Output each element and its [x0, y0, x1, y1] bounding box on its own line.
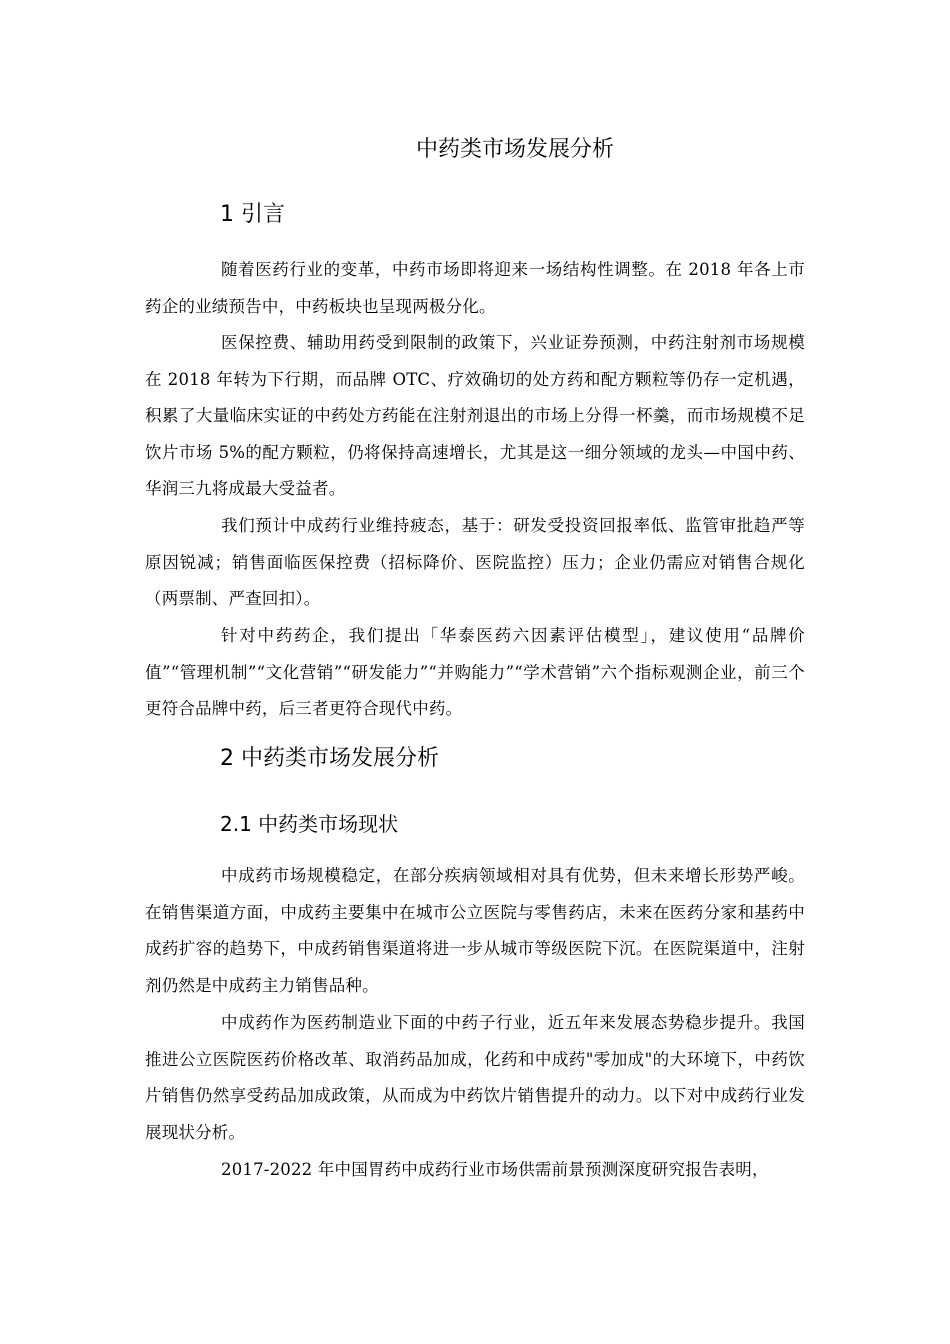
paragraph: 随着医药行业的变革，中药市场即将迎来一场结构性调整。在 2018 年各上市药企的业绩预告中，中药板块也呈现两极分化。 — [145, 260, 805, 316]
document-title: 中药类市场发展分析 — [415, 137, 614, 162]
subsection-heading-market-status: 2.1 中药类市场现状 — [220, 812, 399, 836]
paragraph: 2017-2022 年中国胃药中成药行业市场供需前景预测深度研究报告表明， — [221, 1160, 769, 1179]
section-heading-introduction: 1 引言 — [220, 202, 285, 227]
paragraph: 中成药市场规模稳定，在部分疾病领域相对具有优势，但未来增长形势严峻。在销售渠道方面，中成药主要集中在城市公立医院与零售药店，未来在医药分家和基药中成药扩容的趋势下，中成药销售渠道将进一步从城市等级医院下沉。在医院渠道中，注射剂仍然是中成药主力销售品种。 — [145, 866, 805, 995]
paragraph: 医保控费、辅助用药受到限制的政策下，兴业证券预测，中药注射剂市场规模在 2018 年转为下行期，而品牌 OTC、疗效确切的处方药和配方颗粒等仍存一定机遇，积累了大量临床实证的中药处方药能在注射剂退出的市场上分得一杯羹，而市场规模不足饮片市场 5%的配方颗粒，仍将保持高速增长，尤其是这一细分领域的龙头—中国中药、华润三九将成最大受益者。 — [145, 333, 805, 498]
paragraph: 我们预计中成药行业维持疲态，基于：研发受投资回报率低、监管审批趋严等原因锐减；销售面临医保控费（招标降价、医院监控）压力；企业仍需应对销售合规化（两票制、严查回扣）。 — [145, 516, 805, 608]
section-heading-market-analysis: 2 中药类市场发展分析 — [220, 746, 439, 771]
paragraph: 针对中药药企，我们提出「华泰医药六因素评估模型」，建议使用“品牌价值”“管理机制”“文化营销”“研发能力”“并购能力”“学术营销”六个指标观测企业，前三个更符合品牌中药，后三者更符合现代中药。 — [145, 626, 805, 718]
paragraph: 中成药作为医药制造业下面的中药子行业，近五年来发展态势稳步提升。我国推进公立医院医药价格改革、取消药品加成，化药和中成药"零加成"的大环境下，中药饮片销售仍然享受药品加成政策，从而成为中药饮片销售提升的动力。以下对中成药行业发展现状分析。 — [145, 1013, 805, 1142]
